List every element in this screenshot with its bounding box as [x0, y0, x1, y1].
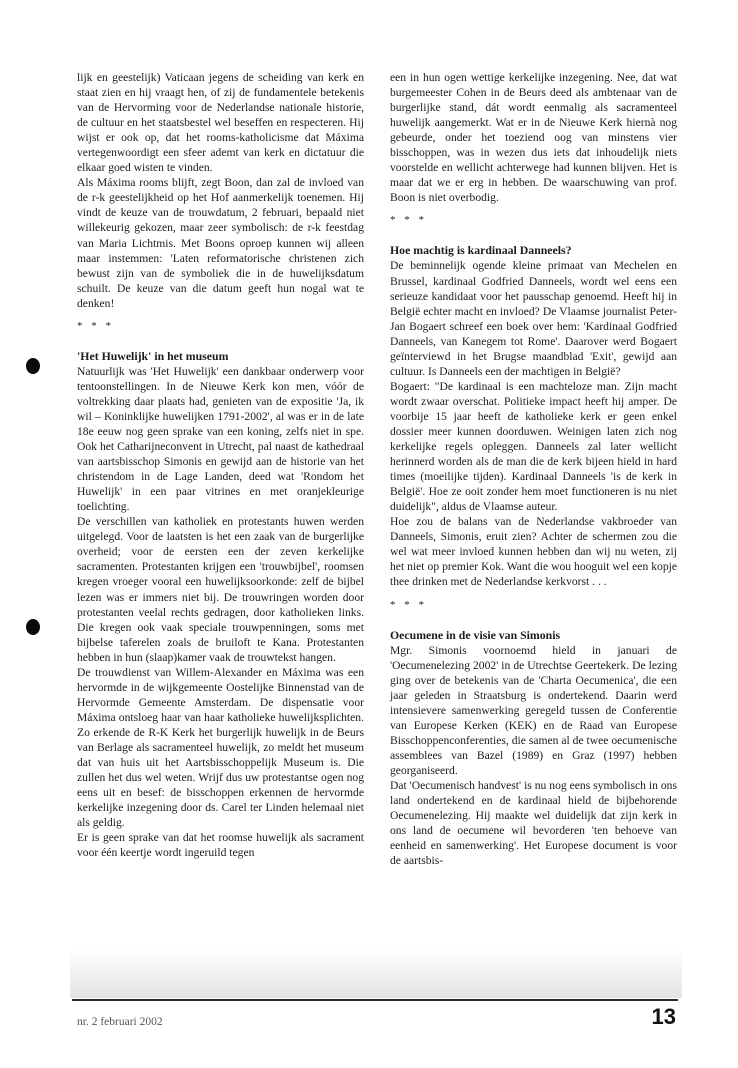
section-heading: 'Het Huwelijk' in het museum: [77, 348, 229, 363]
margin-punch-hole: [26, 619, 40, 635]
paragraph: Bogaert: "De kardinaal is een machteloze man. Zijn macht wordt zwaar overschat. Politieke impact heeft hij amper. De voorbije 15 jaar heeft de katholieke kerk er geen enkel dossier meer kunnen doorduwen. Weinigen laten zich nog kerkelijke regels opleggen. Danneels zal later wellicht herinnerd worden als de man die de kerk bijeen hield in hard times (moeilijke tijden). Kardinaal Danneels 'is de kerk in België'. Hoe ze ooit zonder hem moet functioneren is nu niet duidelijk", aldus de Vlaamse auteur.: [390, 379, 677, 514]
section-separator: * * *: [390, 598, 427, 611]
paragraph: lijk en geestelijk) Vaticaan jegens de scheiding van kerk en staat zien en hij vraagt hen, of zij de fundamentele betekenis van de Hervorming voor de Nederlandse nationale historie, de cultuur en het staatsbestel wel beseffen en respecteren. Hij wijst er ook op, dat het rooms-katholicisme dat Máxima vertegenwoordigt een sfeer ademt van kerk en dictatuur die elkaar goed wisten te vinden.: [77, 71, 364, 175]
section-separator: * * *: [390, 214, 427, 227]
paragraph: Mgr. Simonis voornoemd hield in januari de 'Oecumenelezing 2002' in de Utrechtse Geertekerk. De lezing ging over de betekenis van de 'Charta Oecumenica', die een jaar geleden in Straatsburg is ondertekend. Daarin werd intensievere samenwerking geregeld tussen de Conferentie van Europese Kerken (KEK) en de Raad van Europese Bisschoppenconferenties, die samen al de twee oecumenische assemblees van Bazel (1989) en Graz (1997) hebben georganiseerd.: [390, 643, 677, 777]
scan-shade: [70, 950, 682, 998]
left-column: [77, 70, 364, 860]
paragraph: Er is geen sprake van dat het roomse huwelijk als sacrament voor één keertje wordt ingeruild tegen: [77, 831, 364, 860]
paragraph: Hoe zou de balans van de Nederlandse vakbroeder van Danneels, Simonis, eruit zien? Achter de schermen zou die wel wat meer invloed kunnen hebben dan wij nu weten, zij het niet op premier Kok. Want die wou hooguit wel een kopje thee drinken met de Nederlandse kerkvorst . . .: [390, 515, 677, 589]
paragraph: Natuurlijk was 'Het Huwelijk' een dankbaar onderwerp voor tentoonstellingen. In de Nieuwe Kerk kon men, vóór de voltrekking daar plaats had, genieten van de expositie 'Ja, ik wil – Koninklijke huwelijken 1791-2002', al was er in de late 18e eeuw nog geen sprake van een koning, zelfs niet in spe. Ook het Catharijneconvent in Utrecht, pal naast de kathedraal van aartsbisschop Simonis en gewijd aan de historie van het christendom in de Lage Landen, deed wat 'Rondom het Huwelijk' in een paar vitrines en met oranjekleurige toelichting.: [77, 364, 364, 514]
section-heading: Oecumene in de visie van Simonis: [390, 627, 561, 642]
paragraph: Als Máxima rooms blijft, zegt Boon, dan zal de invloed van de r-k geestelijkheid op het Hof aanmerkelijk toenemen. Hij vindt de keuze van de trouwdatum, 2 februari, bepaald niet willekeurig gekozen, maar zeer symbolisch: de r-k feestdag van Maria Lichtmis. Met Boons oproep kunnen wij alleen maar instemmen: 'Laten reformatorische christenen zich bewust zijn van de symboliek die in de huwelijksdatum schuilt. De keuze van die datum geeft hun nogal wat te denken!: [77, 176, 364, 310]
right-column: [390, 70, 677, 868]
footer-rule: [72, 999, 678, 1001]
margin-punch-hole: [26, 358, 40, 374]
paragraph: De trouwdienst van Willem-Alexander en Máxima was een hervormde in de wijkgemeente Oostelijke Binnenstad van de Hervormde Gemeente Amsterdam. De dispensatie voor Máxima ontsloeg haar van haar katholieke huwelijksplichten. Zo erkende de R-K Kerk het burgerlijk huwelijk in de Beurs van Berlage als sacramenteel huwelijk, zo meldt het museum dat van huis uit het Aartsbisschoppelijk Museum is. Die zullen het dus wel weten. Wrijf dus uw protestantse ogen nog eens uit en besef: de bisschoppen erkennen de hervormde kerkelijke inzegening door ds. Carel ter Linden helemaal niet als geldig.: [77, 665, 364, 830]
paragraph: De verschillen van katholiek en protestants huwen werden uitgelegd. Voor de laatsten is het een zaak van de burgerlijke overheid; voor de eersten een der zeven kerkelijke sacramenten. Protestanten krijgen een 'trouwbijbel', roomsen kregen vroeger vooral een huwelijksoorkonde: zelf de bijbel lezen was er immers niet bij. De trouwringen worden door protestanten veelal rechts gedragen, door katholieken links. Die kregen ook vaak speciale trouwpenningen, soms met bijbelse taferelen zoals de bruiloft te Kana. Protestanten hebben in hun (slaap)kamer vaak de trouwtekst hangen.: [77, 515, 364, 664]
section-heading: Hoe machtig is kardinaal Danneels?: [390, 243, 572, 258]
paragraph: De beminnelijk ogende kleine primaat van Mechelen en Brussel, kardinaal Godfried Danneels, wordt wel eens een serieuze kandidaat voor het pausschap genoemd. Heeft hij in België echter macht en invloed? De Vlaamse journalist Peter-Jan Bogaert schreef een boek over hem: 'Kardinaal Godfried Danneels, van Kanegem tot Rome'. Daarover werd Bogaert geïnterviewd in het Brugse maandblad 'Exit', gewijd aan cultuur. Is Danneels een der machtigen in België?: [390, 259, 677, 378]
page-number: 13: [651, 1004, 676, 1029]
section-separator: * * *: [77, 319, 114, 332]
paragraph: een in hun ogen wettige kerkelijke inzegening. Nee, dat wat burgemeester Cohen in de Beurs deed als ambtenaar van de burgerlijke stand, dát wordt eenmalig als sacramenteel huwelijk aangemerkt. Wat er in de Nieuwe Kerk hiernà nog gebeurde, onder het toeziend oog van minstens vier bisschoppen, was in wezen dus iets dat inhoudelijk niets voorstelde en wellicht achterwege had kunnen blijven. Het is maar dat we er erg in hebben. De waarschuwing van prof. Boon is niet overbodig.: [390, 71, 677, 205]
paragraph: Dat 'Oecumenisch handvest' is nu nog eens symbolisch in ons land ondertekend en de kardinaal hield de bijbehorende Oecumenelezing. Hij maakte wel duidelijk dat zijn kerk in ons land de oecumene wil bevorderen 'ten behoeve van eenheid en samenwerking'. Het Europese document is voor de aartsbis-: [390, 778, 677, 868]
issue-label: nr. 2 februari 2002: [77, 1016, 163, 1028]
